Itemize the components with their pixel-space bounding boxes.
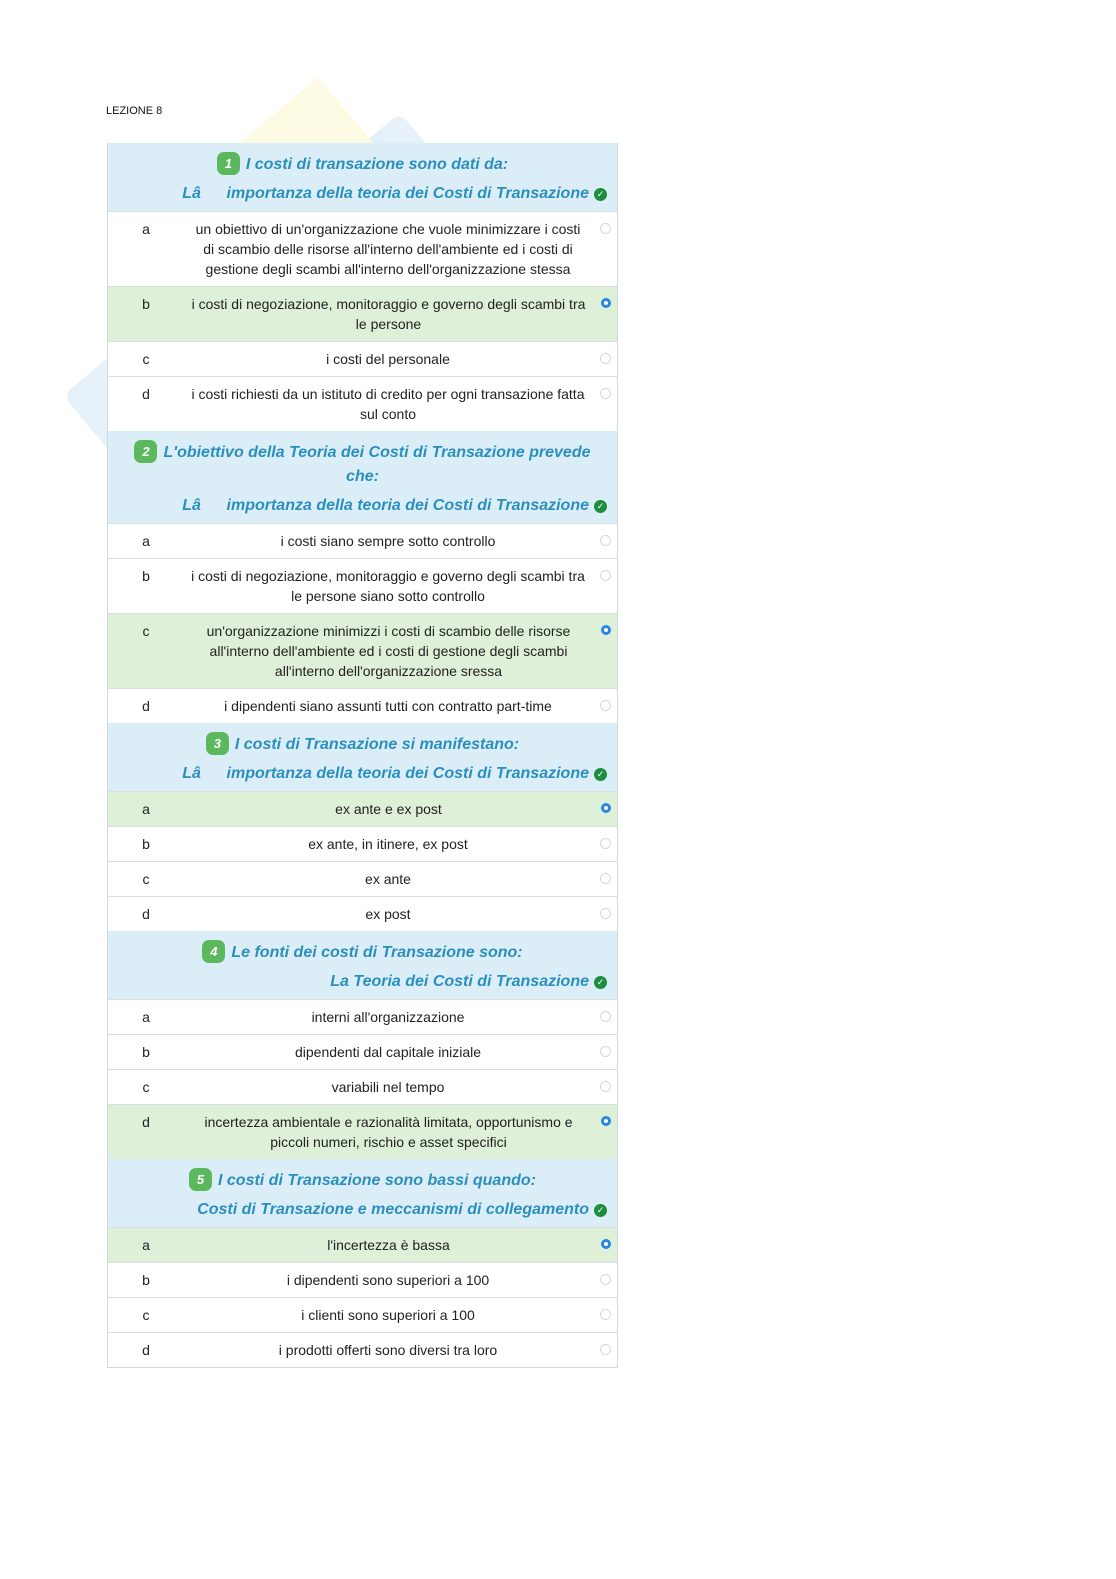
option-text: i prodotti offerti sono diversi tra loro xyxy=(278,1342,498,1358)
option-letter: b xyxy=(142,1272,150,1288)
option-text: i costi del personale xyxy=(326,351,450,367)
check-icon: ✓ xyxy=(594,188,607,201)
radio-empty-icon[interactable] xyxy=(600,1344,611,1355)
answer-option-c[interactable] xyxy=(108,341,617,376)
question-number-badge: 3 xyxy=(206,732,229,755)
option-text: i costi richiesti da un istituto di credito per ogni transazione fatta sul conto xyxy=(191,386,585,422)
question-text: L'obiettivo della Teoria dei Costi di Transazione prevede che: xyxy=(163,444,591,485)
answer-option-a[interactable] xyxy=(108,791,617,826)
radio-empty-icon[interactable] xyxy=(600,1309,611,1320)
option-letter: c xyxy=(142,1079,150,1095)
option-text: ex ante e ex post xyxy=(335,801,442,817)
answer-option-b[interactable] xyxy=(108,1034,617,1069)
radio-selected-icon[interactable] xyxy=(601,298,611,308)
radio-empty-icon[interactable] xyxy=(600,1081,611,1092)
question-number-badge: 1 xyxy=(217,152,240,175)
radio-empty-icon[interactable] xyxy=(600,1011,611,1022)
answer-option-c[interactable] xyxy=(108,613,617,688)
check-icon: ✓ xyxy=(594,976,607,989)
question-header xyxy=(108,931,617,999)
question-text: I costi di Transazione si manifestano: xyxy=(234,736,520,753)
topic-label: La Teoria dei Costi di Transazione xyxy=(330,973,589,990)
radio-selected-icon[interactable] xyxy=(601,803,611,813)
topic-label: Costi di Transazione e meccanismi di collegamento xyxy=(197,1201,589,1218)
option-letter: a xyxy=(142,533,150,549)
option-letter: c xyxy=(142,1307,150,1323)
option-letter: b xyxy=(142,836,150,852)
option-text: i clienti sono superiori a 100 xyxy=(301,1307,475,1323)
quiz-container xyxy=(107,143,618,1368)
radio-empty-icon[interactable] xyxy=(600,388,611,399)
question-title xyxy=(108,143,617,177)
option-text: l'incertezza è bassa xyxy=(327,1237,450,1253)
answer-option-c[interactable] xyxy=(108,861,617,896)
question-title xyxy=(108,723,617,757)
answer-option-b[interactable] xyxy=(108,1262,617,1297)
radio-empty-icon[interactable] xyxy=(600,838,611,849)
option-text: ex post xyxy=(365,906,411,922)
option-letter: a xyxy=(142,1237,150,1253)
question-title xyxy=(108,1159,617,1193)
option-text: dipendenti dal capitale iniziale xyxy=(294,1044,482,1060)
option-text: i costi di negoziazione, monitoraggio e governo degli scambi tra le persone siano sotto controllo xyxy=(191,568,585,604)
question-header xyxy=(108,723,617,791)
radio-selected-icon[interactable] xyxy=(601,1116,611,1126)
option-text: ex ante, in itinere, ex post xyxy=(308,836,468,852)
radio-empty-icon[interactable] xyxy=(600,873,611,884)
option-letter: b xyxy=(142,568,150,584)
answer-option-b[interactable] xyxy=(108,558,617,613)
answer-option-b[interactable] xyxy=(108,826,617,861)
topic-label: Lâimportanza della teoria dei Costi di Transazione xyxy=(182,765,589,782)
option-text: ex ante xyxy=(365,871,411,887)
question-topic xyxy=(108,177,617,211)
option-letter: c xyxy=(142,351,150,367)
check-icon: ✓ xyxy=(594,768,607,781)
radio-empty-icon[interactable] xyxy=(600,535,611,546)
question-number-badge: 4 xyxy=(202,940,225,963)
option-text: interni all'organizzazione xyxy=(311,1009,465,1025)
radio-empty-icon[interactable] xyxy=(600,570,611,581)
topic-label: Lâimportanza della teoria dei Costi di Transazione xyxy=(182,497,589,514)
radio-empty-icon[interactable] xyxy=(600,908,611,919)
option-letter: d xyxy=(142,1342,150,1358)
question-title xyxy=(108,431,617,489)
option-text: i costi di negoziazione, monitoraggio e governo degli scambi tra le persone xyxy=(191,296,586,332)
answer-option-d[interactable] xyxy=(108,688,617,723)
answer-option-d[interactable] xyxy=(108,896,617,931)
question-header xyxy=(108,1159,617,1227)
lesson-label: LEZIONE 8 xyxy=(106,105,163,117)
option-letter: b xyxy=(142,1044,150,1060)
answer-option-a[interactable] xyxy=(108,523,617,558)
answer-option-a[interactable] xyxy=(108,1227,617,1262)
question-topic xyxy=(108,489,617,523)
question-header xyxy=(108,143,617,211)
answer-option-b[interactable] xyxy=(108,286,617,341)
option-letter: a xyxy=(142,1009,150,1025)
radio-empty-icon[interactable] xyxy=(600,353,611,364)
question-title xyxy=(108,931,617,965)
option-text: incertezza ambientale e razionalità limitata, opportunismo e piccoli numeri, rischio e asset specifici xyxy=(204,1114,573,1150)
option-letter: d xyxy=(142,698,150,714)
answer-option-c[interactable] xyxy=(108,1297,617,1332)
option-letter: b xyxy=(142,296,150,312)
question-text: Le fonti dei costi di Transazione sono: xyxy=(231,944,523,961)
option-letter: c xyxy=(142,871,150,887)
question-topic xyxy=(108,757,617,791)
radio-empty-icon[interactable] xyxy=(600,700,611,711)
check-icon: ✓ xyxy=(594,1204,607,1217)
option-text: variabili nel tempo xyxy=(331,1079,445,1095)
question-text: I costi di transazione sono dati da: xyxy=(245,156,509,173)
option-text: un'organizzazione minimizzi i costi di scambio delle risorse all'interno dell'ambiente ed i costi di gestione degli scambi all'interno dell'organizzazione sressa xyxy=(206,623,571,679)
radio-selected-icon[interactable] xyxy=(601,625,611,635)
radio-empty-icon[interactable] xyxy=(600,1274,611,1285)
answer-option-a[interactable] xyxy=(108,999,617,1034)
radio-empty-icon[interactable] xyxy=(600,223,611,234)
option-text: i dipendenti siano assunti tutti con contratto part-time xyxy=(224,698,552,714)
radio-selected-icon[interactable] xyxy=(601,1239,611,1249)
topic-label: Lâimportanza della teoria dei Costi di Transazione xyxy=(182,185,589,202)
question-topic xyxy=(108,965,617,999)
option-letter: d xyxy=(142,386,150,402)
option-letter: a xyxy=(142,221,150,237)
option-letter: d xyxy=(142,1114,150,1130)
answer-option-d[interactable] xyxy=(108,1332,617,1367)
check-icon: ✓ xyxy=(594,500,607,513)
option-text: un obiettivo di un'organizzazione che vuole minimizzare i costi di scambio delle risorse all'interno dell'ambiente ed i costi di gestione degli scambi all'interno dell'organizzazione stessa xyxy=(195,221,581,277)
question-text: I costi di Transazione sono bassi quando: xyxy=(218,1172,536,1189)
answer-option-c[interactable] xyxy=(108,1069,617,1104)
question-number-badge: 2 xyxy=(134,440,157,463)
answer-option-d[interactable] xyxy=(108,376,617,431)
option-letter: a xyxy=(142,801,150,817)
question-number-badge: 5 xyxy=(189,1168,212,1191)
option-text: i costi siano sempre sotto controllo xyxy=(280,533,496,549)
answer-option-a[interactable] xyxy=(108,211,617,286)
question-topic xyxy=(108,1193,617,1227)
option-letter: c xyxy=(142,623,150,639)
option-text: i dipendenti sono superiori a 100 xyxy=(286,1272,490,1288)
answer-option-d[interactable] xyxy=(108,1104,617,1159)
question-header xyxy=(108,431,617,523)
option-letter: d xyxy=(142,906,150,922)
radio-empty-icon[interactable] xyxy=(600,1046,611,1057)
